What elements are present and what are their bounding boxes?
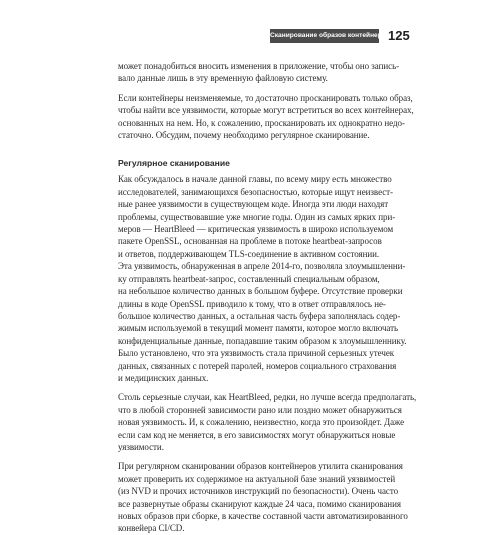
- text-line: ные ранее уязвимости в существующем коде. Иногда эти люди находят: [118, 199, 389, 210]
- text-line: Столь серьезные случаи, как HeartBleed, редки, но лучше всегда предполагать,: [118, 392, 417, 403]
- text-line: меров — HeartBleed — критическая уязвимость в широко используемом: [118, 224, 394, 235]
- text-line: (из NVD и прочих источников инструкций по безопасности). Очень часто: [118, 486, 399, 497]
- text-line: Было установлено, что эта уязвимость стала причиной серьезных утечек: [118, 348, 395, 359]
- text-line: новых образов при сборке, в качестве составной части автоматизированного: [118, 511, 408, 521]
- text-line: проблемы, существовавшие уже многие годы. Один из самых ярких при-: [118, 211, 396, 222]
- paragraph: [118, 391, 417, 453]
- text-line: статочно. Обсудим, почему необходимо регулярное сканирование.: [118, 130, 370, 141]
- text-line: вало данные лишь в эту временную файловую систему.: [118, 73, 328, 84]
- text-line: уязвимости.: [118, 441, 164, 452]
- text-line: чтобы найти все уязвимости, которые могут встретиться во всех контейнерах,: [118, 105, 414, 116]
- text-line: на небольшое количество данных в большом буфере. Отсутствие проверки: [118, 286, 403, 297]
- page-body: [118, 60, 417, 535]
- text-line: и медицинских данных.: [118, 372, 209, 383]
- text-line: основанных на нем. Но, к сожалению, просканировать их однократно недо-: [118, 117, 405, 128]
- text-line: новая уязвимость. И, к сожалению, неизвестно, когда это произойдет. Даже: [118, 417, 405, 428]
- text-line: Эта уязвимость, обнаруженная в апреле 2014-го, позволяла злоумышленни-: [118, 261, 406, 272]
- text-line: большое количество данных, а остальная часть буфера заполнялась содер-: [118, 310, 401, 321]
- text-line: исследователей, занимающихся безопасностью, которые ищут неизвест-: [118, 186, 394, 197]
- text-line: все развернутые образы сканируют каждые 24 часа, помимо сканирования: [118, 498, 401, 509]
- running-header-title: Сканирование образов контейнеров: [270, 32, 390, 39]
- text-line: может понадобиться вносить изменения в приложение, чтобы оно запись-: [118, 61, 400, 71]
- text-line: если сам код не меняется, в его зависимостях могут обнаружиться новые: [118, 429, 396, 440]
- text-line: и ответов, поддерживающем TLS-соединение в активном состоянии.: [118, 248, 380, 259]
- section-heading: Регулярное сканирование: [118, 158, 230, 169]
- text-line: конвейера CI/CD.: [118, 523, 185, 534]
- text-line: жимым используемой в текущий момент памяти, которое могло включать: [118, 323, 399, 334]
- text-line: При регулярном сканировании образов контейнеров утилита сканирования: [118, 461, 403, 472]
- running-header: [270, 29, 390, 43]
- paragraph: [118, 60, 400, 85]
- text-line: что в любой сторонней зависимости рано или поздно может обнаружиться: [118, 404, 402, 415]
- text-line: длины в коде OpenSSL приводило к тому, что в ответ отправлялось не-: [118, 298, 386, 309]
- text-line: ку отправлять heartbeat-запрос, составленный специальным образом,: [118, 273, 380, 284]
- page-number: 125: [388, 28, 410, 43]
- text-line: пакете OpenSSL, основанная на проблеме в потоке heartbeat-запросов: [118, 236, 382, 247]
- text-line: Если контейнеры неизменяемые, то достаточно просканировать только образ,: [118, 92, 413, 103]
- text-line: данных, связанных с потерей паролей, номеров социального страхования: [118, 360, 397, 371]
- text-line: конфиденциальные данные, попадавшие таким образом к злоумышленнику.: [118, 335, 407, 346]
- text-line: Как обсуждалось в начале данной главы, по всему миру есть множество: [118, 174, 392, 185]
- paragraph: [118, 92, 414, 142]
- paragraph: [118, 173, 407, 384]
- paragraph: [118, 460, 408, 534]
- text-line: может проверить их содержимое на актуальной базе знаний уязвимостей: [118, 473, 396, 484]
